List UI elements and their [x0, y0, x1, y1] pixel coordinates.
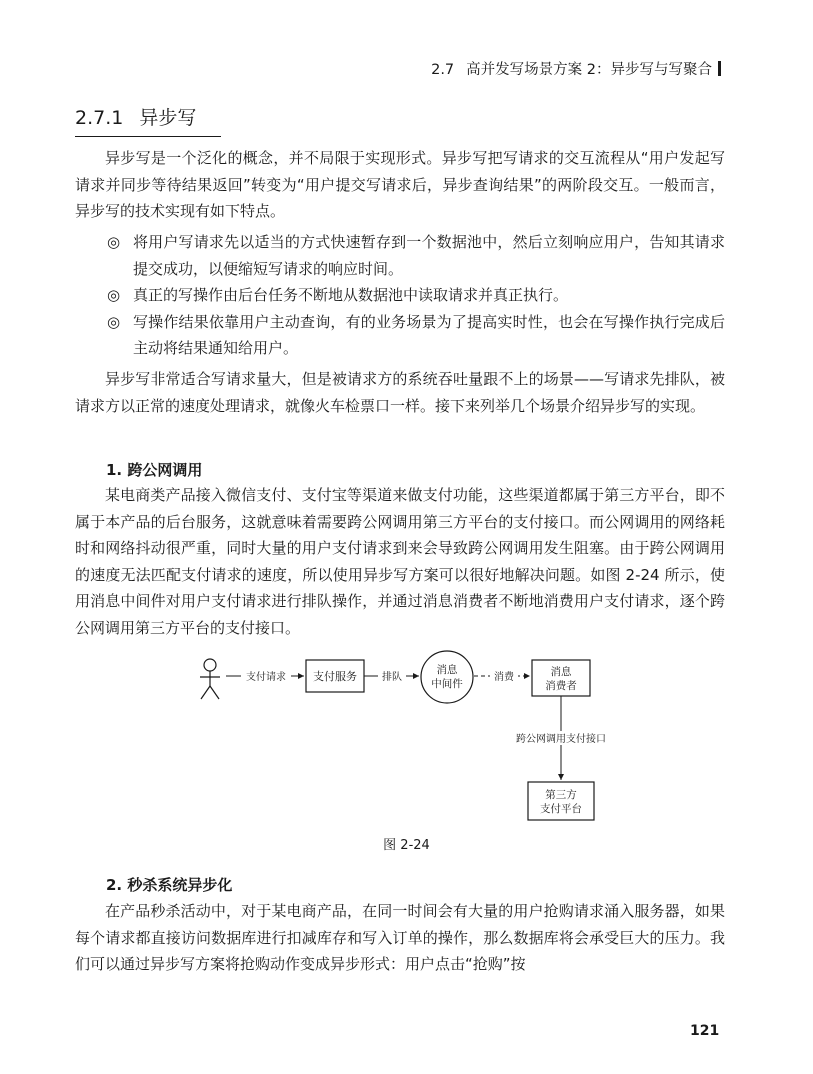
paragraph-suitability: 异步写非常适合写请求量大，但是被请求方的系统吞吐量跟不上的场景——写请求先排队，被请求方以正常的速度处理请求，就像火车检票口一样。接下来列举几个场景介绍异步写的实现。 — [75, 370, 725, 415]
message-middleware-label-1: 消息 — [436, 664, 458, 676]
subsection-number: 1. — [106, 461, 123, 479]
consume-label: 消费 — [494, 672, 514, 683]
message-middleware-label-2: 中间件 — [431, 678, 463, 690]
message-consumer-label-1: 消息 — [550, 666, 572, 678]
bullet-icon: ◎ — [107, 286, 121, 305]
page-number: 121 — [690, 1023, 720, 1039]
subsection-number: 2. — [106, 876, 123, 894]
header-title: 高并发写场景方案 2：异步写与写聚合 — [466, 62, 712, 78]
payment-service-label: 支付服务 — [313, 670, 357, 683]
pay-request-label: 支付请求 — [246, 672, 286, 683]
paragraph-intro: 异步写是一个泛化的概念，并不局限于实现形式。异步写把写请求的交互流程从“用户发起写请求并同步等待结果返回”转变为“用户提交写请求后，异步查询结果”的两阶段交互。一般而言，异步写的技术实现有如下特点。 — [75, 149, 725, 221]
list-item-text: 将用户写请求先以适当的方式快速暂存到一个数据池中，然后立刻响应用户，告知其请求提交成功，以便缩短写请求的响应时间。 — [133, 233, 725, 278]
paragraph-cross-network: 某电商类产品接入微信支付、支付宝等渠道来做支付功能，这些渠道都属于第三方平台，即不属于本产品的后台服务，这就意味着需要跨公网调用第三方平台的支付接口。而公网调用的网络耗时和网络抖动很严重，同时大量的用户支付请求到来会导致跨公网调用发生阻塞。由于跨公网调用的速度无法匹配支付请求的速度，所以使用异步写方案可以很好地解决问题。如图 2-24 所示，使用消息中间件对用户支付请求进行排队操作，并通过消息消费者不断地消费用户支付请求，逐个跨公网调用第三方平台的支付接口。 — [75, 486, 725, 637]
section-number: 2.7.1 — [75, 107, 124, 129]
header-section-number: 2.7 — [431, 62, 455, 78]
enqueue-label: 排队 — [382, 672, 402, 683]
third-party-label-1: 第三方 — [545, 789, 577, 801]
call-api-label: 跨公网调用支付接口 — [516, 734, 606, 745]
message-consumer-label-2: 消费者 — [545, 680, 577, 692]
subsection-heading-2 — [106, 874, 232, 895]
list-item-text: 写操作结果依靠用户主动查询，有的业务场景为了提高实时性，也会在写操作执行完成后主动将结果通知给用户。 — [133, 312, 725, 358]
user-actor-icon — [200, 659, 220, 699]
section-name: 异步写 — [139, 107, 197, 129]
figure-caption: 图 2-24 — [383, 838, 430, 853]
bullet-icon: ◎ — [107, 312, 121, 331]
subsection-title: 跨公网调用 — [127, 461, 203, 479]
bullet-icon: ◎ — [107, 233, 121, 251]
list-item-text: 真正的写操作由后台任务不断地从数据池中读取请求并真正执行。 — [133, 286, 569, 305]
third-party-label-2: 支付平台 — [540, 803, 582, 815]
message-middleware-node — [421, 651, 473, 703]
subsection-title: 秒杀系统异步化 — [127, 876, 233, 894]
paragraph-seckill: 在产品秒杀活动中，对于某电商产品，在同一时间会有大量的用户抢购请求涌入服务器，如果每个请求都直接访问数据库进行扣减库存和写入订单的操作，那么数据库将会承受巨大的压力。我们可以通过异步写方案将抢购动作变成异步形式：用户点击“抢购”按 — [75, 902, 725, 974]
